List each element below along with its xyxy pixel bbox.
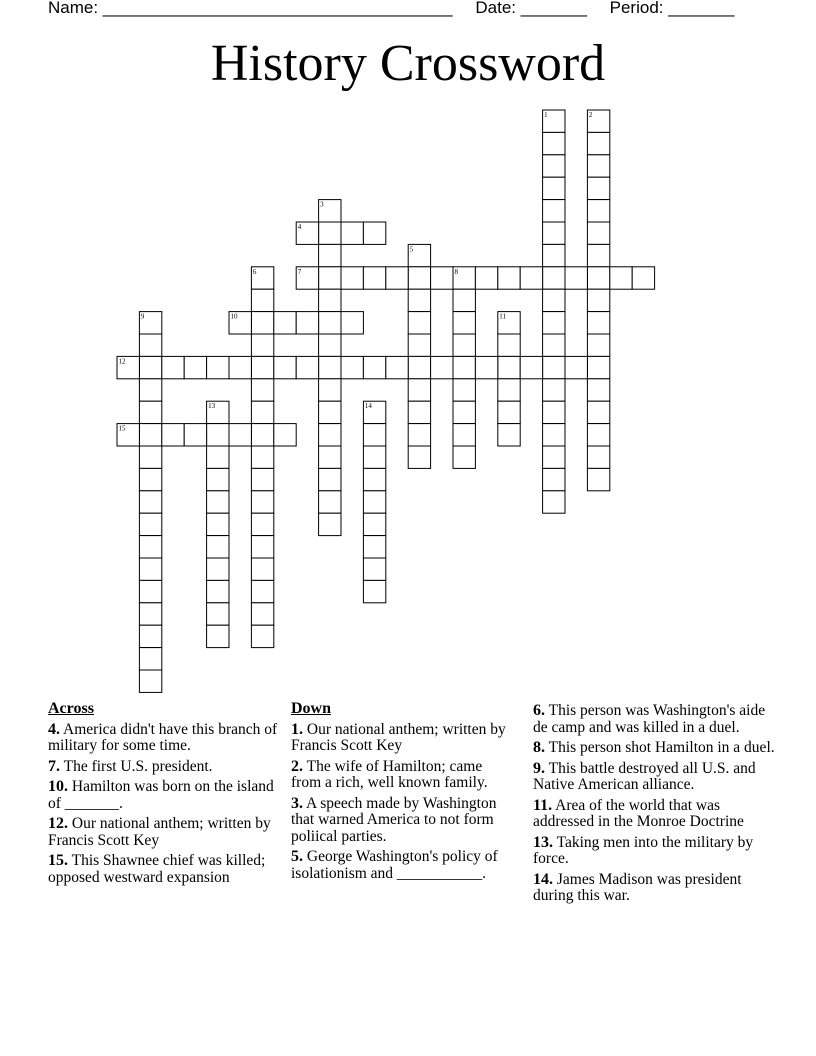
crossword-cell[interactable] [274,424,296,446]
crossword-cell[interactable] [587,132,609,154]
cell-number-12: 12 [118,357,126,366]
crossword-cell[interactable] [543,289,565,311]
clue-number: 2. [291,757,303,775]
clue-down-9 [533,761,778,794]
crossword-cell[interactable] [363,491,385,513]
crossword-cell[interactable] [453,401,475,423]
crossword-cell[interactable] [139,558,161,580]
crossword-cell[interactable] [363,424,385,446]
clue-down-14 [533,872,778,905]
crossword-cell[interactable] [408,446,430,468]
crossword-cell[interactable] [587,401,609,423]
clue-number: 5. [291,848,303,865]
cell-number-6: 6 [252,267,257,276]
crossword-cell[interactable] [363,446,385,468]
crossword-cell[interactable] [139,536,161,558]
crossword-cell[interactable] [207,491,229,513]
crossword-cell[interactable] [543,312,565,334]
crossword-cell[interactable] [431,356,453,378]
clue-text: This battle destroyed all U.S. and Native American alliance. [533,759,756,793]
clue-down-1 [291,722,516,755]
crossword-cell[interactable] [543,222,565,244]
crossword-cell[interactable] [251,625,273,647]
across-heading: Across [48,700,94,717]
clue-down-5 [291,849,516,882]
crossword-cell[interactable] [162,424,184,446]
crossword-cell[interactable] [543,491,565,513]
crossword-cell[interactable] [565,356,587,378]
crossword-cell[interactable] [363,356,385,378]
cell-number-2: 2 [588,111,593,119]
crossword-cell[interactable] [341,356,363,378]
crossword-cell[interactable] [319,289,341,311]
crossword-cell[interactable] [453,446,475,468]
crossword-cell[interactable] [543,334,565,356]
crossword-cell[interactable] [319,424,341,446]
crossword-cell[interactable] [207,446,229,468]
crossword-cell[interactable] [207,424,229,446]
clue-text: Hamilton was born on the island of _______. [48,778,274,812]
crossword-cell[interactable] [319,491,341,513]
crossword-cell[interactable] [139,379,161,401]
clue-text: George Washington's policy of isolationism and ___________. [291,848,498,882]
clue-down-2 [291,759,516,792]
across-clues [48,701,278,890]
crossword-cell[interactable] [207,468,229,490]
crossword-cell[interactable] [319,244,341,266]
crossword-cell[interactable] [319,356,341,378]
crossword-cell[interactable] [498,267,520,289]
crossword-cell[interactable] [274,312,296,334]
crossword-cell[interactable] [543,200,565,222]
crossword-cell[interactable] [319,379,341,401]
crossword-cell[interactable] [363,513,385,535]
crossword-cell[interactable] [543,379,565,401]
cell-number-8: 8 [454,267,458,276]
crossword-cell[interactable] [274,356,296,378]
crossword-cell[interactable] [251,468,273,490]
crossword-cell[interactable] [408,312,430,334]
crossword-cell[interactable] [139,401,161,423]
crossword-cell[interactable] [251,513,273,535]
crossword-cell[interactable] [207,603,229,625]
cell-number-13: 13 [208,402,216,411]
crossword-cell[interactable] [408,379,430,401]
crossword-cell[interactable] [139,648,161,670]
crossword-cell[interactable] [319,334,341,356]
crossword-cell[interactable] [453,356,475,378]
crossword-cell[interactable] [319,401,341,423]
cell-number-3: 3 [320,200,324,209]
crossword-cell[interactable] [341,312,363,334]
clue-across-7 [48,759,278,776]
crossword-cell[interactable] [251,536,273,558]
crossword-cell[interactable] [251,424,273,446]
crossword-cell[interactable] [498,424,520,446]
crossword-cell[interactable] [453,289,475,311]
crossword-cell[interactable] [207,356,229,378]
crossword-cell[interactable] [139,670,161,692]
crossword-cell[interactable] [498,379,520,401]
crossword-cell[interactable] [408,401,430,423]
crossword-cell[interactable] [251,491,273,513]
crossword-cell[interactable] [498,334,520,356]
clue-number: 3. [291,794,303,812]
crossword-cell[interactable] [251,446,273,468]
crossword-cell[interactable] [408,289,430,311]
cell-number-15: 15 [118,424,126,433]
crossword-cell[interactable] [251,379,273,401]
crossword-cell[interactable] [543,356,565,378]
clue-text: Our national anthem; written by Francis Scott Key [291,720,506,754]
clue-text: America didn't have this branch of military for some time. [48,720,278,754]
clue-number: 6. [533,702,545,719]
clue-number: 15. [48,852,68,869]
crossword-cell[interactable] [139,468,161,490]
crossword-cell[interactable] [431,267,453,289]
clue-number: 11. [533,796,553,814]
crossword-cell[interactable] [363,536,385,558]
crossword-cell[interactable] [207,558,229,580]
crossword-cell[interactable] [251,603,273,625]
crossword-cell[interactable] [139,446,161,468]
crossword-cell[interactable] [251,580,273,602]
crossword-cell[interactable] [251,401,273,423]
crossword-cell[interactable] [319,312,341,334]
clue-text: James Madison was president during this war. [533,870,742,904]
crossword-cell[interactable] [520,356,542,378]
crossword-cell[interactable] [386,267,408,289]
clue-down-6 [533,703,778,736]
cell-number-11: 11 [499,312,507,321]
crossword-cell[interactable] [587,177,609,199]
crossword-cell[interactable] [587,356,609,378]
cell-number-5: 5 [409,245,414,254]
clue-text: Taking men into the military by force. [533,833,754,867]
crossword-cell[interactable] [498,401,520,423]
crossword-cell[interactable] [520,267,542,289]
crossword-cell[interactable] [207,580,229,602]
clue-down-11 [533,798,778,831]
clue-number: 8. [533,739,545,756]
crossword-cell[interactable] [453,379,475,401]
crossword-cell[interactable] [363,558,385,580]
crossword-cell[interactable] [543,468,565,490]
clue-text: Area of the world that was addressed in the Monroe Doctrine [533,796,744,830]
clue-number: 7. [48,757,60,775]
crossword-cell[interactable] [139,334,161,356]
cell-number-10: 10 [230,312,238,321]
crossword-cell[interactable] [251,356,273,378]
crossword-cell[interactable] [162,356,184,378]
clue-text: The first U.S. president. [63,757,213,775]
clue-number: 4. [48,720,60,738]
cell-number-4: 4 [297,223,302,231]
crossword-cell[interactable] [587,446,609,468]
crossword-cell[interactable] [543,424,565,446]
clue-down-3 [291,796,516,846]
crossword-cell[interactable] [587,155,609,177]
clue-text: This Shawnee chief was killed; opposed westward expansion [48,852,266,886]
crossword-cell[interactable] [408,334,430,356]
period-field[interactable]: Period: _______ [609,0,735,17]
clue-number: 10. [48,778,68,795]
crossword-cell[interactable] [207,513,229,535]
crossword-cell[interactable] [207,625,229,647]
crossword-cell[interactable] [543,446,565,468]
down-clues [291,701,516,886]
page-title: History Crossword [210,35,606,92]
crossword-cell[interactable] [498,356,520,378]
crossword-cell[interactable] [319,446,341,468]
crossword-cell[interactable] [251,312,273,334]
crossword-cell[interactable] [296,312,318,334]
clue-text: The wife of Hamilton; came from a rich, well known family. [291,757,488,791]
crossword-cell[interactable] [453,312,475,334]
crossword-cell[interactable] [363,468,385,490]
crossword-cell[interactable] [587,312,609,334]
crossword-cell[interactable] [319,468,341,490]
crossword-cell[interactable] [229,424,251,446]
crossword-cell[interactable] [587,379,609,401]
crossword-cell[interactable] [341,222,363,244]
crossword-cell[interactable] [139,625,161,647]
clue-down-13 [533,835,778,868]
cell-number-1: 1 [544,111,548,119]
down-clues-continued [533,703,778,909]
crossword-cell[interactable] [475,356,497,378]
cell-number-14: 14 [364,402,372,411]
clue-number: 14. [533,870,553,888]
crossword-cell[interactable] [341,267,363,289]
clue-down-8 [533,740,778,757]
crossword-cell[interactable] [319,513,341,535]
crossword-cell[interactable] [184,424,206,446]
crossword-cell[interactable] [587,244,609,266]
crossword-cell[interactable] [610,267,632,289]
clue-number: 1. [291,720,303,738]
crossword-cell[interactable] [543,155,565,177]
crossword-cell[interactable] [543,401,565,423]
crossword-cell[interactable] [139,513,161,535]
clue-text: This person shot Hamilton in a duel. [548,739,775,756]
clue-number: 12. [48,815,68,832]
crossword-cell[interactable] [475,267,497,289]
crossword-cell[interactable] [139,580,161,602]
crossword-cell[interactable] [587,267,609,289]
crossword-cell[interactable] [139,356,161,378]
crossword-cell[interactable] [543,244,565,266]
clue-text: A speech made by Washington that warned America to not form poliical parties. [291,794,497,845]
crossword-cell[interactable] [587,289,609,311]
crossword-cell[interactable] [543,132,565,154]
crossword-cell[interactable] [139,424,161,446]
crossword-cell[interactable] [408,267,430,289]
name-field[interactable]: Name: _____________________________________ [48,0,453,17]
crossword-cell[interactable] [386,356,408,378]
crossword-cell[interactable] [319,222,341,244]
crossword-cell[interactable] [184,356,206,378]
crossword-cell[interactable] [587,334,609,356]
clue-text: Our national anthem; written by Francis Scott Key [48,815,271,849]
clue-across-4 [48,722,278,755]
crossword-cell[interactable] [363,580,385,602]
crossword-cell[interactable] [543,267,565,289]
crossword-cell[interactable] [543,177,565,199]
crossword-cell[interactable] [587,222,609,244]
crossword-cell[interactable] [139,603,161,625]
crossword-cell[interactable] [587,424,609,446]
clue-number: 9. [533,759,545,777]
crossword-cell[interactable] [207,536,229,558]
clue-number: 13. [533,833,553,851]
clue-across-15 [48,853,278,886]
clue-text: This person was Washington's aide de camp and was killed in a duel. [533,702,766,736]
crossword-cell[interactable] [251,334,273,356]
crossword-cell[interactable] [363,222,385,244]
crossword-cell[interactable] [565,267,587,289]
crossword-cell[interactable] [453,424,475,446]
crossword-cell[interactable] [139,491,161,513]
date-field[interactable]: Date: _______ [475,0,587,17]
cell-number-7: 7 [297,267,302,276]
crossword-cell[interactable] [408,356,430,378]
cell-number-9: 9 [140,312,145,321]
clue-across-12 [48,816,278,849]
crossword-cell[interactable] [587,468,609,490]
crossword-cell[interactable] [587,200,609,222]
clue-across-10 [48,779,278,812]
crossword-cell[interactable] [408,424,430,446]
crossword-cell[interactable] [363,267,385,289]
crossword-cell[interactable] [453,334,475,356]
down-heading: Down [291,700,332,717]
crossword-cell[interactable] [296,356,318,378]
crossword-cell[interactable] [251,558,273,580]
crossword-cell[interactable] [229,356,251,378]
crossword-cell[interactable] [319,267,341,289]
crossword-cell[interactable] [632,267,654,289]
crossword-cell[interactable] [251,289,273,311]
